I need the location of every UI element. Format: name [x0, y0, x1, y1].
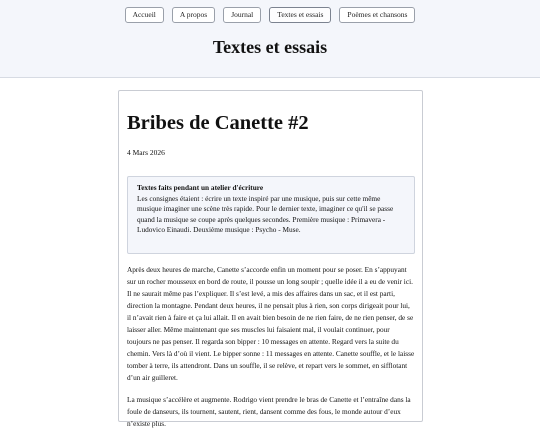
workshop-note	[127, 176, 415, 254]
note-title: Textes faits pendant un atelier d'écriture	[137, 183, 264, 192]
article-body	[127, 264, 415, 440]
article-paragraph: La musique s’accélère et augmente. Rodrigo vient prendre le bras de Canette et l’entraîne dans la foule de danseurs, ils tournent, sautent, rient, dansent comme des fous, le monde autour d’eux n’existe plus.	[127, 395, 411, 428]
nav-item-accueil[interactable]: Accueil	[125, 7, 164, 23]
nav-item-a-propos[interactable]: A propos	[172, 7, 215, 23]
article-card	[118, 90, 423, 428]
note-text: Les consignes étaient : écrire un texte inspiré par une musique, puis sur cette même musique imaginer une scène très rapide. Pour le dernier texte, imaginer ce qu'il se passe quand la musique se coupe après quelques secondes. Première musique : Primavera - Ludovico Einaudi. Deuxième musique : Psycho - Muse.	[137, 193, 394, 234]
page-title: Textes et essais	[212, 37, 328, 57]
nav-item-journal[interactable]: Journal	[223, 7, 261, 23]
site-header	[0, 0, 540, 78]
main-nav	[0, 7, 540, 23]
article-paragraph: Après deux heures de marche, Canette s’accorde enfin un moment pour se poser. En s’appuyant sur un rocher mousseux en bord de route, il pousse un long soupir ; quelle idée il a eu de venir ici. Il ne saurait même pas l’expliquer. Il s’est levé, a mis des affaires dans un sac, et il est parti, direction la montagne. Pendant deux heures, il ne pensait plus à rien, son corps dirigeait pour lui, il n’avait rien à faire et ça lui allait. Il en avait bien besoin de ne rien faire, de ne rien penser, de se laisser aller. Même maintenant que ses muscles lui faisaient mal, il voulait continuer, pour toujours ne pas penser. Il regarda son bipper : 10 messages en attente. Regard vers la suite du chemin. Vers là d’où il vient. Le bipper sonne : 11 messages en attente. Canette souffle, et le laisse tomber à terre, ils attendront. Dans un souffle, il se relève, et repart vers le sommet, en sifflotant d’un air guilleret.	[127, 265, 415, 382]
nav-item-textes-et-essais[interactable]: Textes et essais	[269, 7, 331, 23]
nav-item-poemes-et-chansons[interactable]: Poèmes et chansons	[339, 7, 415, 23]
article-title: Bribes de Canette #2	[127, 112, 309, 134]
article-date: 4 Mars 2026	[127, 148, 165, 157]
